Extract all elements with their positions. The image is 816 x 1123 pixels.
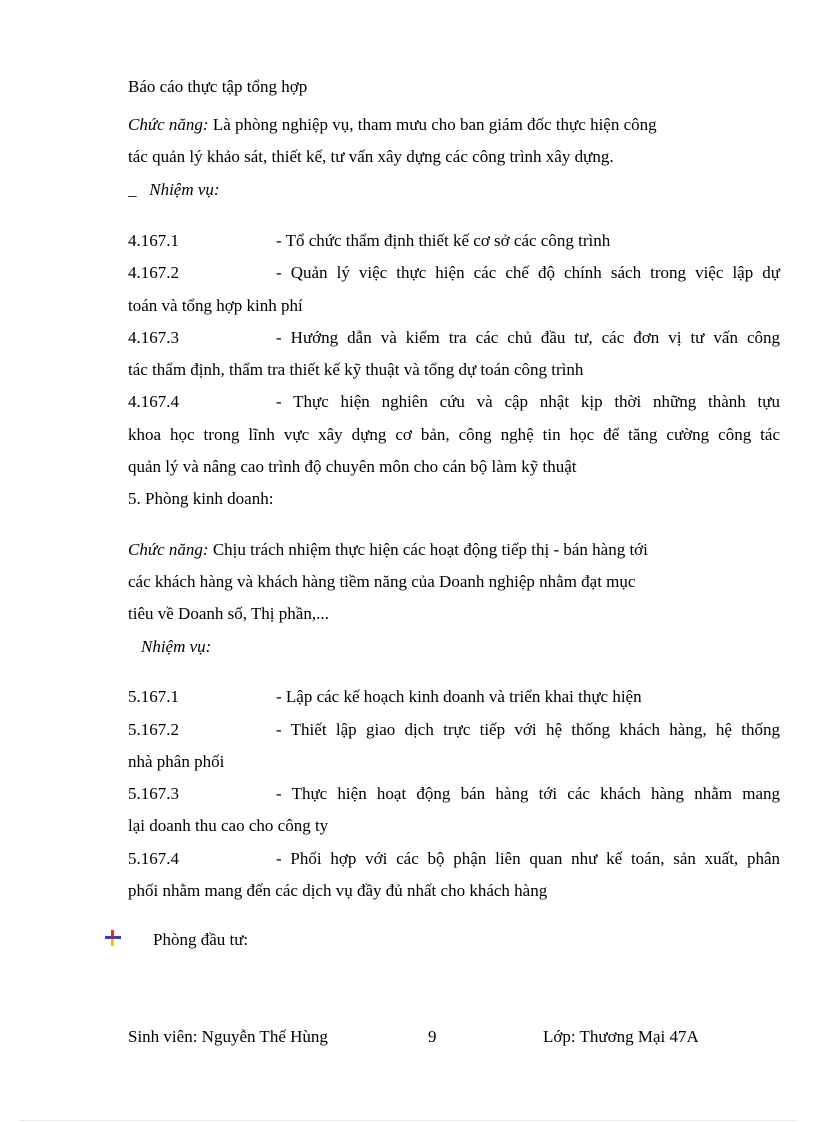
item-text-continued: nhà phân phối	[128, 752, 225, 771]
function-paragraph-5-line2: các khách hàng và khách hàng tiềm năng của Doanh nghiệp nhằm đạt mục	[128, 572, 636, 591]
item-text-continued: khoa học trong lĩnh vực xây dựng cơ bản, công nghệ tin học để tăng cường công tác	[128, 425, 780, 444]
tasks-label: Nhiệm vụ:	[149, 180, 220, 199]
item-text: - Phối hợp với các bộ phận liên quan như kế toán, sản xuất, phân	[276, 849, 780, 868]
item-text: - Thiết lập giao dịch trực tiếp với hệ thống khách hàng, hệ thống	[276, 720, 780, 739]
item-text: - Quản lý việc thực hiện các chế độ chính sách trong việc lập dự	[276, 263, 780, 282]
function-text: Chịu trách nhiệm thực hiện các hoạt động tiếp thị - bán hàng tới	[208, 540, 648, 559]
item-number: 4.167.4	[128, 392, 179, 411]
function-paragraph-5-line3: tiêu về Doanh số, Thị phần,...	[128, 604, 329, 623]
item-number: 5.167.2	[128, 720, 179, 739]
section-heading-investment: Phòng đầu tư:	[153, 930, 249, 949]
item-text-continued: lại doanh thu cao cho công ty	[128, 816, 329, 835]
footer-class: Lớp: Thương Mại 47A	[543, 1027, 699, 1046]
item-text-continued: tác thẩm định, thẩm tra thiết kế kỹ thuật và tổng dự toán công trình	[128, 360, 584, 379]
function-paragraph-4-line1	[128, 114, 657, 136]
item-text: - Tổ chức thẩm định thiết kế cơ sở các công trình	[276, 231, 611, 250]
function-paragraph-4-line2: tác quản lý khảo sát, thiết kế, tư vấn xây dựng các công trình xây dựng.	[128, 147, 614, 166]
function-text: Là phòng nghiệp vụ, tham mưu cho ban giám đốc thực hiện công	[208, 115, 657, 134]
tasks-heading-4	[128, 179, 220, 201]
item-number: 5.167.3	[128, 784, 179, 803]
windows-flag-bullet-icon	[105, 930, 121, 946]
item-text-continued: quản lý và nâng cao trình độ chuyên môn cho cán bộ làm kỹ thuật	[128, 457, 577, 476]
function-label: Chức năng:	[128, 115, 209, 134]
function-paragraph-5-line1	[128, 539, 648, 561]
item-text: - Lập các kế hoạch kinh doanh và triển khai thực hiện	[276, 687, 642, 706]
item-number: 5.167.1	[128, 687, 179, 706]
item-text-continued: phối nhằm mang đến các dịch vụ đầy đủ nhất cho khách hàng	[128, 881, 548, 900]
item-number: 4.167.3	[128, 328, 179, 347]
section-heading-sales: 5. Phòng kinh doanh:	[128, 489, 274, 508]
item-number: 4.167.1	[128, 231, 179, 250]
page-header-title: Báo cáo thực tập tổng hợp	[128, 77, 308, 96]
item-text: - Thực hiện nghiên cứu và cập nhật kịp thời những thành tựu	[276, 392, 780, 411]
footer-student: Sinh viên: Nguyễn Thế Hùng	[128, 1027, 328, 1046]
item-text-continued: toán và tổng hợp kinh phí	[128, 296, 303, 315]
item-text: - Thực hiện hoạt động bán hàng tới các khách hàng nhằm mang	[276, 784, 780, 803]
tasks-heading-5: Nhiệm vụ:	[141, 637, 212, 656]
footer-page-number: 9	[428, 1027, 437, 1046]
item-text: - Hướng dẫn và kiểm tra các chủ đầu tư, các đơn vị tư vấn công	[276, 328, 780, 347]
item-number: 4.167.2	[128, 263, 179, 282]
item-number: 5.167.4	[128, 849, 179, 868]
function-label: Chức năng:	[128, 540, 209, 559]
page-bottom-divider	[20, 1120, 796, 1121]
tasks-prefix: _	[128, 180, 137, 199]
